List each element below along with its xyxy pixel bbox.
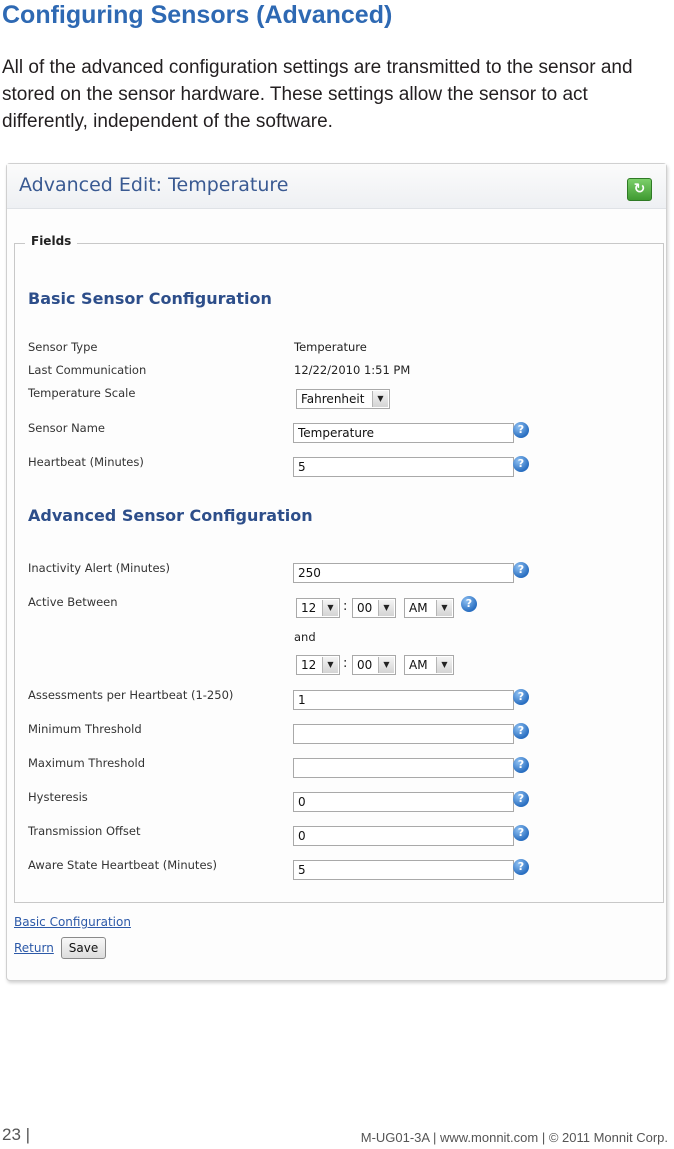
panel-title: Advanced Edit: Temperature (19, 174, 289, 196)
heartbeat-input[interactable] (293, 457, 514, 477)
time-colon: : (343, 599, 348, 614)
chevron-down-icon[interactable]: ▼ (436, 600, 452, 616)
end-hour-select[interactable] (296, 655, 340, 675)
intro-paragraph: All of the advanced configuration settings are transmitted to the sensor and stored on the sensor hardware. These settings allow the sensor to act differently, independent of the software. (2, 57, 633, 132)
aware-heartbeat-input[interactable] (293, 860, 514, 880)
and-text: and (294, 630, 316, 644)
page-number: 23 | (2, 1125, 31, 1144)
help-icon[interactable]: ? (461, 596, 477, 612)
help-icon[interactable]: ? (513, 791, 529, 807)
help-icon[interactable]: ? (513, 562, 529, 578)
advanced-config-heading: Advanced Sensor Configuration (28, 506, 313, 525)
start-hour-value: 12 (301, 601, 317, 615)
temperature-scale-label: Temperature Scale (28, 386, 136, 400)
document-title: Configuring Sensors (Advanced) (2, 1, 393, 29)
basic-config-heading: Basic Sensor Configuration (28, 289, 272, 308)
advanced-edit-panel (6, 163, 667, 981)
aware-heartbeat-label: Aware State Heartbeat (Minutes) (28, 858, 217, 872)
start-minute-value: 00 (357, 601, 373, 615)
start-ampm-select[interactable] (404, 598, 454, 618)
temperature-scale-value: Fahrenheit (301, 392, 365, 406)
help-icon[interactable]: ? (513, 757, 529, 773)
return-link[interactable]: Return (14, 941, 54, 955)
hysteresis-label: Hysteresis (28, 790, 88, 804)
chevron-down-icon[interactable]: ▼ (378, 657, 394, 673)
help-icon[interactable]: ? (513, 456, 529, 472)
chevron-down-icon[interactable]: ▼ (372, 391, 388, 407)
footer-copyright: M-UG01-3A | www.monnit.com | © 2011 Monnit Corp. (360, 1130, 668, 1145)
last-communication-value: 12/22/2010 1:51 PM (294, 363, 411, 377)
sensor-type-label: Sensor Type (28, 340, 98, 354)
end-minute-value: 00 (357, 658, 373, 672)
sensor-name-input[interactable] (293, 423, 514, 443)
end-minute-select[interactable] (352, 655, 396, 675)
sensor-name-label: Sensor Name (28, 421, 106, 435)
minimum-threshold-label: Minimum Threshold (28, 722, 142, 736)
time-colon: : (343, 656, 348, 671)
assessments-input[interactable] (293, 690, 514, 710)
heartbeat-label: Heartbeat (Minutes) (28, 455, 144, 469)
fields-legend: Fields (25, 234, 77, 248)
chevron-down-icon[interactable]: ▼ (322, 600, 338, 616)
chevron-down-icon[interactable]: ▼ (436, 657, 452, 673)
maximum-threshold-label: Maximum Threshold (28, 756, 145, 770)
chevron-down-icon[interactable]: ▼ (322, 657, 338, 673)
transmission-offset-label: Transmission Offset (28, 824, 141, 838)
help-icon[interactable]: ? (513, 825, 529, 841)
temperature-scale-select[interactable] (296, 389, 390, 409)
assessments-label: Assessments per Heartbeat (1-250) (28, 688, 234, 702)
last-communication-label: Last Communication (28, 363, 147, 377)
refresh-icon[interactable]: ↻ (627, 178, 652, 201)
help-icon[interactable]: ? (513, 859, 529, 875)
inactivity-alert-input[interactable] (293, 563, 514, 583)
end-ampm-select[interactable] (404, 655, 454, 675)
help-icon[interactable]: ? (513, 422, 529, 438)
hysteresis-input[interactable] (293, 792, 514, 812)
minimum-threshold-input[interactable] (293, 724, 514, 744)
save-button[interactable]: Save (61, 937, 106, 959)
help-icon[interactable]: ? (513, 723, 529, 739)
active-between-label: Active Between (28, 595, 118, 609)
end-ampm-value: AM (409, 658, 428, 672)
start-hour-select[interactable] (296, 598, 340, 618)
end-hour-value: 12 (301, 658, 317, 672)
inactivity-alert-label: Inactivity Alert (Minutes) (28, 561, 170, 575)
start-ampm-value: AM (409, 601, 428, 615)
maximum-threshold-input[interactable] (293, 758, 514, 778)
chevron-down-icon[interactable]: ▼ (378, 600, 394, 616)
help-icon[interactable]: ? (513, 689, 529, 705)
start-minute-select[interactable] (352, 598, 396, 618)
sensor-type-value: Temperature (294, 340, 367, 354)
transmission-offset-input[interactable] (293, 826, 514, 846)
basic-configuration-link[interactable]: Basic Configuration (14, 915, 131, 929)
panel-header (7, 164, 666, 209)
